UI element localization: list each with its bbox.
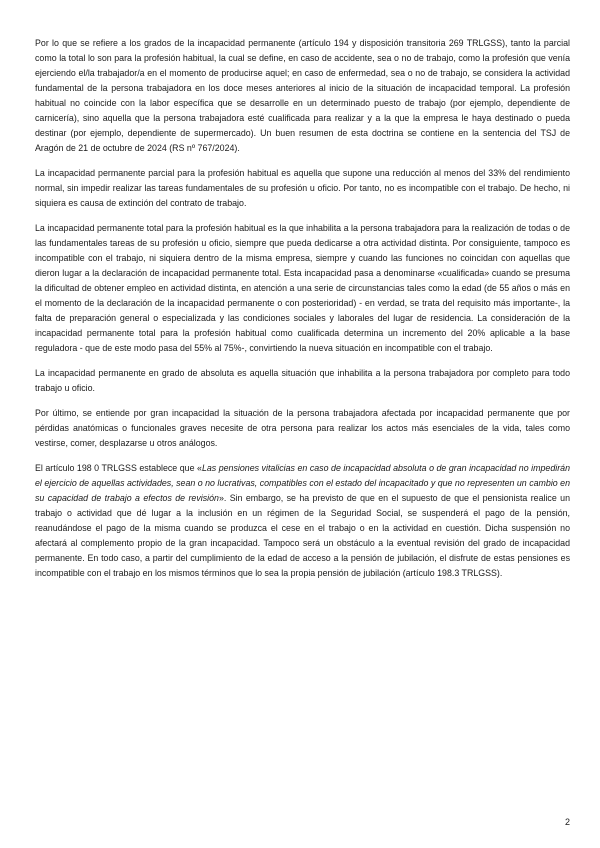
paragraph-incapacidad-total: La incapacidad permanente total para la profesión habitual es la que inhabilita a la persona trabajadora para la realización de todas o de las fundamentales tareas de su profesión u oficio, siempre que pueda dedicarse a otra actividad distinta. Por consiguiente, tampoco es incompatible con el trabajo, ni siquiera dentro de la misma empresa, siempre y cuando las funciones no coincidan con aquellas que dieron lugar a la declaración de incapacidad permanente total. Esta incapacidad pasa a denominarse «cualificada» cuando se presuma la dificultad de obtener empleo en actividad distinta, en atención a una serie de circunstancias tales como la edad (de 55 años o más en el momento de la declaración de la incapacidad permanente o con posterioridad) - en verdad, se trata del requisito más importante-, la falta de preparación general o especializada y las condiciones sociales y laborales del lugar de residencia. La consideración de la incapacidad permanente total para la profesión habitual como cualificada determina un incremento del 20% aplicable a la base reguladora - que de este modo pasa del 55% al 75%-, convirtiendo la nueva situación en incompatible con el trabajo. [35, 223, 570, 353]
paragraph-grados-incapacidad: Por lo que se refiere a los grados de la incapacidad permanente (artículo 194 y disposición transitoria 269 TRLGSS), tanto la parcial como la total lo son para la profesión habitual, la cual se define, en caso de accidente, sea o no de trabajo, como la profesión que venía ejerciendo el/la trabajador/a en el momento de producirse aquel; en caso de enfermedad, sea o no de trabajo, se considera la actividad fundamental de la persona trabajadora en los doce meses anteriores al inicio de la situación de incapacidad temporal. La profesión habitual no coincide con la labor específica que se desarrolle en un determinado puesto de trabajo (por ejemplo, dependiente de carnicería), sino aquella que la persona trabajadora esté cualificada para realizar y a la que la empresa le haya destinado o pueda destinar (por ejemplo, dependiente de supermercado). Un buen resumen de esta doctrina se contiene en la sentencia del TSJ de Aragón de 21 de octubre de 2024 (RS nº 767/2024). [35, 38, 570, 153]
paragraph-articulo-198 [35, 461, 570, 581]
paragraph-incapacidad-parcial: La incapacidad permanente parcial para la profesión habitual es aquella que supone una reducción al menos del 33% del rendimiento normal, sin impedir realizar las tareas fundamentales de su profesión u oficio. Por tanto, no es incompatible con el trabajo. De hecho, ni siquiera es causa de extinción del contrato de trabajo. [35, 168, 570, 208]
article-rest-text: ». Sin embargo, se ha previsto de que en el supuesto de que el pensionista realice un trabajo o actividad que dé lugar a la inclusión en un régimen de la Seguridad Social, se suspenderá el pago de la pensión, reanudándose el pago de la misma cuando se produzca el cese en el trabajo o en la actividad en cuestión. Dicha suspensión no afectará al complemento propio de la gran incapacidad. Tampoco será un obstáculo a la eventual revisión del grado de incapacidad permanente. En todo caso, a partir del cumplimiento de la edad de acceso a la pensión de jubilación, el disfrute de estas pensiones es incompatible con el trabajo en los mismos términos que lo sea la propia pensión de jubilación (artículo 198.3 TRLGSS). [35, 493, 570, 578]
paragraph-incapacidad-absoluta: La incapacidad permanente en grado de absoluta es aquella situación que inhabilita a la persona trabajadora por completo para todo trabajo u oficio. [35, 368, 570, 393]
article-quote-text: Las pensiones vitalicias en caso de incapacidad absoluta o de gran incapacidad no impedirán el ejercicio de aquellas actividades, sean o no lucrativas, compatibles con el estado del incapacitado y que no representen un cambio en su capacidad de trabajo a efectos de revisión [35, 463, 571, 503]
page-number: 2 [564, 817, 570, 827]
paragraph-gran-incapacidad: Por último, se entiende por gran incapacidad la situación de la persona trabajadora afectada por incapacidad permanente que por pérdidas anatómicas o funcionales graves necesite de otra persona para realizar los actos más esenciales de la vida, tales como vestirse, comer, desplazarse u otros análogos. [35, 408, 570, 448]
article-intro-text: El artículo 198 0 TRLGSS establece que « [35, 463, 202, 473]
